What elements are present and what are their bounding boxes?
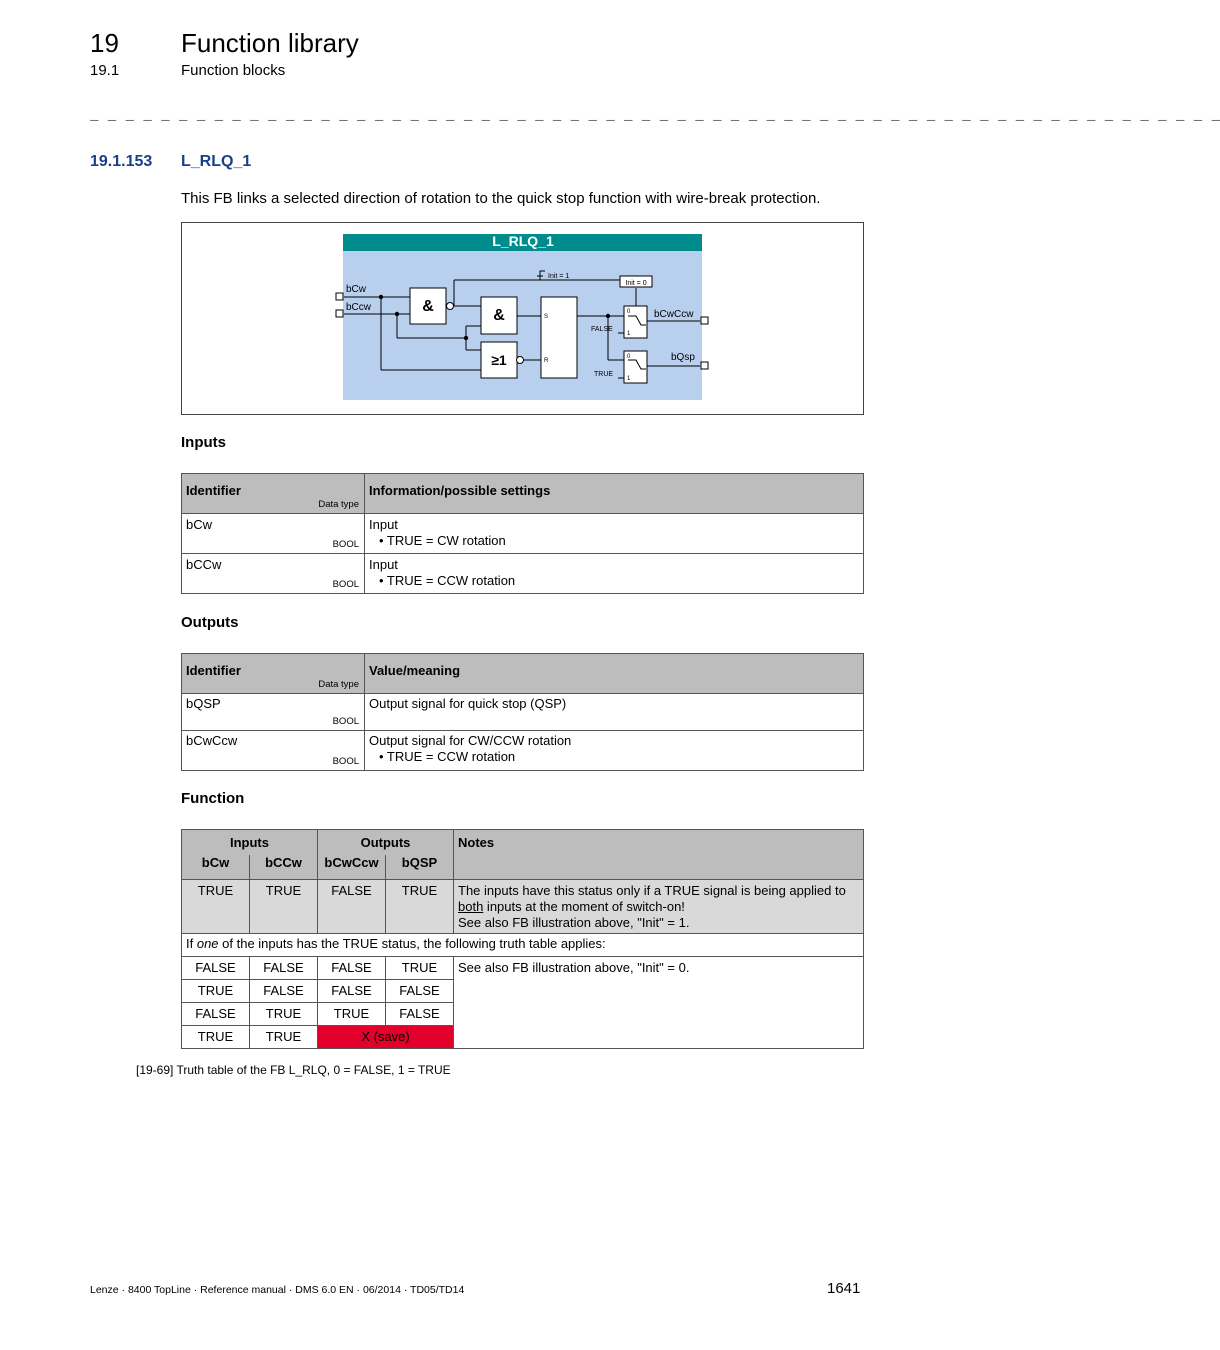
data-type: BOOL [332, 579, 359, 590]
identifier: bQSP [186, 696, 221, 711]
inputs-col-datatype-label: Data type [318, 499, 359, 510]
cell-bcwccw: FALSE [318, 880, 386, 934]
flipflop-reset-label: R [544, 358, 549, 364]
section-number: 19.1 [90, 62, 120, 79]
cell-bcwccw: TRUE [318, 1003, 386, 1026]
info-line: Input [369, 557, 398, 572]
table-row [182, 554, 864, 594]
info-cell [365, 514, 864, 554]
note-cell [454, 880, 864, 934]
and-gate-2-label: & [493, 307, 505, 324]
data-type: BOOL [332, 716, 359, 727]
identifier: bCw [186, 517, 213, 532]
note-underline: both [458, 899, 484, 914]
note-text: inputs at the moment of switch-on! [483, 899, 685, 914]
note-line: The inputs have this status only if a TRUE signal is being applied to [458, 883, 846, 898]
subsection-heading [90, 153, 252, 171]
outputs-col-value-label: Value/meaning [369, 663, 461, 678]
inputs-col-identifier [182, 474, 365, 514]
info-cell [365, 731, 864, 771]
cell-bcw: FALSE [182, 1003, 250, 1026]
col-bcwccw: bCwCcw [318, 855, 386, 880]
note-line [458, 899, 863, 915]
cell-bcwccw: FALSE [318, 957, 386, 980]
outputs-col-identifier [182, 654, 365, 694]
cell-bccw: TRUE [250, 1003, 318, 1026]
inputs-table [181, 473, 864, 594]
output-port-bcwccw [701, 317, 708, 324]
cell-bcw: TRUE [182, 880, 250, 934]
info-cell [365, 554, 864, 594]
cell-bccw: TRUE [250, 880, 318, 934]
note-cell: See also FB illustration above, "Init" = 0. [454, 957, 864, 1049]
switch-upper-one: 1 [627, 331, 631, 337]
table-row [182, 957, 864, 980]
cell-bcw: FALSE [182, 957, 250, 980]
figure-caption: [19-69] Truth table of the FB L_RLQ, 0 = FALSE, 1 = TRUE [136, 1063, 451, 1077]
cell-bccw: TRUE [250, 1026, 318, 1049]
switch-lower-true-label: TRUE [594, 371, 614, 378]
outputs-col-identifier-label: Identifier [186, 663, 241, 678]
span-note-em: one [196, 936, 219, 951]
outputs-heading: Outputs [181, 614, 239, 631]
span-note-post: of the inputs has the TRUE status, the following truth table applies: [218, 936, 606, 951]
or-gate-inverter [517, 357, 524, 364]
input-port-bccw [336, 310, 343, 317]
init-one-label: Init = 1 [548, 273, 570, 280]
data-type: BOOL [332, 756, 359, 767]
info-bullet: • TRUE = CCW rotation [379, 573, 516, 588]
col-bcw: bCw [182, 855, 250, 880]
info-cell [365, 694, 864, 731]
cell-bcw: TRUE [182, 1026, 250, 1049]
info-bullet: • TRUE = CW rotation [379, 533, 506, 548]
cell-x-save: X (save) [318, 1026, 454, 1049]
subsection-number: 19.1.153 [90, 153, 153, 170]
note-line: See also FB illustration above, "Init" = 1. [458, 915, 690, 930]
inputs-heading: Inputs [181, 434, 226, 451]
inputs-header-row [182, 474, 864, 514]
cell-bqsp: FALSE [386, 1003, 454, 1026]
table-row [182, 880, 864, 934]
function-block-diagram [335, 232, 713, 404]
switch-upper-false-label: FALSE [591, 326, 613, 333]
cell-bqsp: FALSE [386, 980, 454, 1003]
switch-upper-zero: 0 [627, 309, 631, 315]
cell-bcw: TRUE [182, 980, 250, 1003]
cell-bqsp: TRUE [386, 957, 454, 980]
identifier: bCCw [186, 557, 222, 572]
inputs-col-info [365, 474, 864, 514]
output-port-bqsp [701, 362, 708, 369]
header-inputs: Inputs [182, 830, 318, 855]
truth-header-row [182, 830, 864, 855]
outputs-col-value [365, 654, 864, 694]
table-row [182, 694, 864, 731]
table-row [182, 934, 864, 957]
chapter-number: 19 [90, 28, 119, 58]
identifier: bCwCcw [186, 733, 238, 748]
outputs-header-row [182, 654, 864, 694]
init-zero-label: Init = 0 [625, 280, 647, 287]
chapter-title: Function library [181, 28, 359, 58]
sr-flipflop [541, 297, 577, 378]
data-type: BOOL [332, 539, 359, 550]
info-line: Output signal for CW/CCW rotation [369, 733, 572, 748]
identifier-cell [182, 514, 365, 554]
and-gate-1-inverter [447, 303, 454, 310]
switch-lower-one: 1 [627, 376, 631, 382]
header-outputs: Outputs [318, 830, 454, 855]
truth-table [181, 829, 864, 1049]
label-bqsp: bQsp [671, 352, 695, 363]
cell-bqsp: TRUE [386, 880, 454, 934]
diagram-title: L_RLQ_1 [492, 233, 554, 249]
separator-line: _ _ _ _ _ _ _ _ _ _ _ _ _ _ _ _ _ _ _ _ _ _ _ _ _ _ _ _ _ _ _ _ _ _ _ _ _ _ _ _ _ _ _ _ _ _ _ _ _ _ _ _ _ _ _ _ _ _ _ _ _ _ _ _ [90, 108, 1220, 124]
page-footer: Lenze · 8400 TopLine · Reference manual · DMS 6.0 EN · 06/2014 · TD05/TD14 [90, 1284, 465, 1296]
and-gate-1-label: & [422, 298, 434, 315]
intro-paragraph: This FB links a selected direction of rotation to the quick stop function with wire-break protection. [181, 190, 821, 207]
label-bcw: bCw [346, 284, 367, 295]
table-row [182, 514, 864, 554]
table-row [182, 731, 864, 771]
col-bqsp: bQSP [386, 855, 454, 880]
label-bccw: bCcw [346, 302, 372, 313]
input-port-bcw [336, 293, 343, 300]
inputs-col-info-label: Information/possible settings [369, 483, 551, 498]
info-line: Input [369, 517, 398, 532]
switch-lower-zero: 0 [627, 354, 631, 360]
outputs-table [181, 653, 864, 771]
cell-bcwccw: FALSE [318, 980, 386, 1003]
or-gate-label: ≥1 [491, 352, 507, 368]
header-notes: Notes [454, 830, 864, 880]
identifier-cell [182, 731, 365, 771]
subsection-title: L_RLQ_1 [181, 153, 252, 170]
cell-bccw: FALSE [250, 980, 318, 1003]
span-note-pre: If [186, 936, 197, 951]
identifier-cell [182, 554, 365, 594]
page-number: 1641 [827, 1280, 861, 1297]
cell-bccw: FALSE [250, 957, 318, 980]
label-bcwccw: bCwCcw [654, 309, 694, 320]
section-title: Function blocks [181, 62, 286, 79]
info-line: Output signal for quick stop (QSP) [369, 696, 567, 711]
function-heading: Function [181, 790, 245, 807]
outputs-col-datatype-label: Data type [318, 679, 359, 690]
col-bccw: bCCw [250, 855, 318, 880]
info-bullet: • TRUE = CCW rotation [379, 749, 516, 764]
inputs-col-identifier-label: Identifier [186, 483, 241, 498]
identifier-cell [182, 694, 365, 731]
flipflop-set-label: S [544, 314, 549, 320]
span-note [182, 934, 864, 957]
